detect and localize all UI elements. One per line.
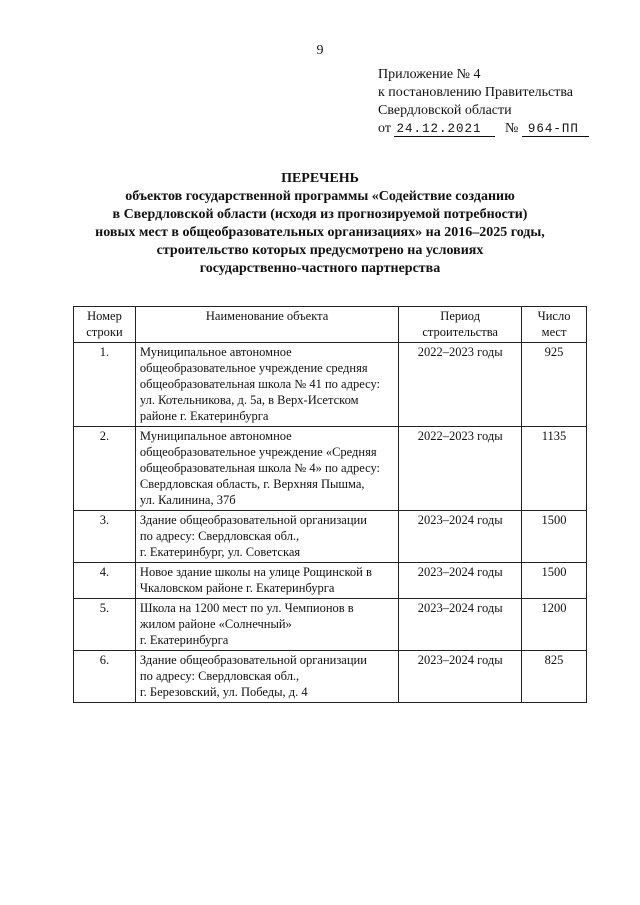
document-subtitle-line: государственно-частного партнерства (199, 261, 441, 276)
object-name: Здание общеобразовательной организации по адресу: Свердловская обл., г. Березовский, ул. Победы, д. 4 (135, 651, 398, 703)
construction-period: 2023–2024 годы (399, 511, 522, 563)
table-row (74, 343, 587, 427)
construction-period: 2023–2024 годы (399, 563, 522, 599)
row-number: 1. (74, 343, 136, 427)
number-label: № (504, 121, 519, 136)
table-row (74, 651, 587, 703)
objects-table (73, 306, 587, 703)
header-object-name: Наименование объекта (135, 307, 398, 343)
construction-period: 2023–2024 годы (399, 651, 522, 703)
table-row (74, 563, 587, 599)
appendix-block (378, 66, 628, 138)
page-number: 9 (316, 43, 324, 58)
object-name: Здание общеобразовательной организации по адресу: Свердловская обл., г. Екатеринбург, ул. Советская (135, 511, 398, 563)
document-title-block (60, 170, 580, 278)
document-title: ПЕРЕЧЕНЬ (281, 171, 359, 186)
table-row (74, 427, 587, 511)
row-number: 5. (74, 599, 136, 651)
object-name: Новое здание школы на улице Рощинской в Чкаловском районе г. Екатеринбурга (135, 563, 398, 599)
construction-period: 2022–2023 годы (399, 427, 522, 511)
object-name: Школа на 1200 мест по ул. Чемпионов в жилом районе «Солнечный» г. Екатеринбурга (135, 599, 398, 651)
document-subtitle-line: в Свердловской области (исходя из прогнозируемой потребности) (112, 207, 528, 222)
from-label: от (378, 121, 391, 136)
seat-count: 1500 (522, 563, 587, 599)
object-name: Муниципальное автономное общеобразовательное учреждение средняя общеобразовательная школа № 41 по адресу: ул. Котельникова, д. 5а, в Верх-Исетском районе г. Екатеринбурга (135, 343, 398, 427)
construction-period: 2022–2023 годы (399, 343, 522, 427)
seat-count: 925 (522, 343, 587, 427)
appendix-region: Свердловской области (378, 103, 512, 118)
seat-count: 1500 (522, 511, 587, 563)
table-row (74, 511, 587, 563)
seat-count: 1200 (522, 599, 587, 651)
resolution-date: 24.12.2021 (394, 122, 495, 137)
header-period: Период строительства (399, 307, 522, 343)
seat-count: 1135 (522, 427, 587, 511)
row-number: 2. (74, 427, 136, 511)
row-number: 6. (74, 651, 136, 703)
object-name: Муниципальное автономное общеобразовательное учреждение «Средняя общеобразовательная школа № 4» по адресу: Свердловская область, г. Верхняя Пышма, ул. Калинина, 37б (135, 427, 398, 511)
row-number: 4. (74, 563, 136, 599)
construction-period: 2023–2024 годы (399, 599, 522, 651)
appendix-resolution-ref: к постановлению Правительства (378, 85, 574, 100)
table-header-row (74, 307, 587, 343)
appendix-date-number-line (378, 120, 628, 138)
appendix-title: Приложение № 4 (378, 67, 481, 82)
document-subtitle-line: строительство которых предусмотрено на условиях (156, 243, 484, 258)
table-row (74, 599, 587, 651)
resolution-number: 964-ПП (522, 122, 589, 137)
document-subtitle-line: объектов государственной программы «Содействие созданию (125, 189, 515, 204)
document-subtitle-line: новых мест в общеобразовательных организациях» на 2016–2025 годы, (95, 225, 545, 240)
header-row-number: Номер строки (74, 307, 136, 343)
row-number: 3. (74, 511, 136, 563)
header-seats: Число мест (522, 307, 587, 343)
seat-count: 825 (522, 651, 587, 703)
